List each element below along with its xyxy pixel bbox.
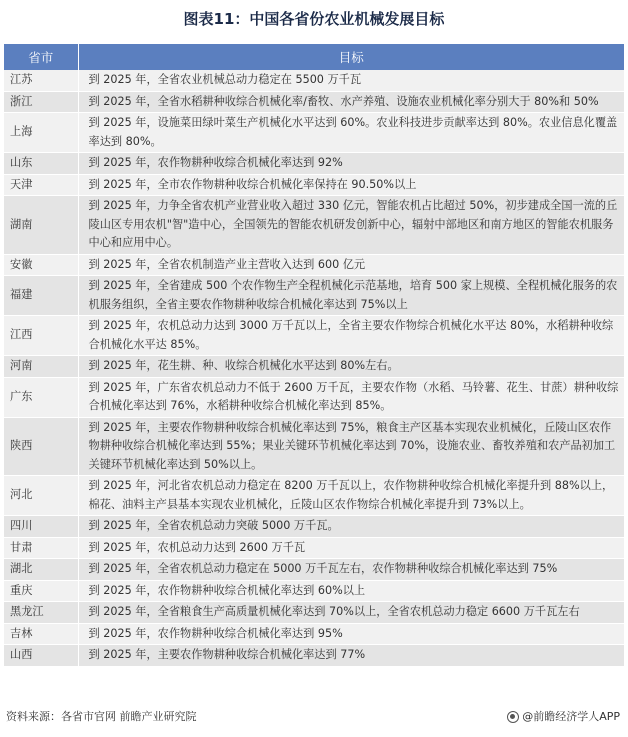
table-row	[4, 623, 624, 645]
goal-cell: 到 2025 年，农作物耕种收综合机械化率达到 92%	[78, 153, 624, 175]
province-cell: 河南	[4, 356, 78, 378]
province-cell: 江苏	[4, 70, 78, 91]
table-row	[4, 602, 624, 624]
province-cell: 安徽	[4, 254, 78, 276]
table-header-row	[4, 44, 624, 70]
footer	[0, 708, 628, 726]
source-note: 资料来源：各省市官网 前瞻产业研究院	[6, 710, 197, 723]
brand-label: @前瞻经济学人APP	[522, 710, 620, 723]
table-row	[4, 91, 624, 113]
table-row	[4, 153, 624, 175]
province-cell: 湖南	[4, 196, 78, 255]
province-cell: 重庆	[4, 580, 78, 602]
table-row	[4, 516, 624, 538]
province-cell: 吉林	[4, 623, 78, 645]
goal-cell: 到 2025 年，全省农机总动力稳定在 5000 万千瓦左右，农作物耕种收综合机械化率达到 75%	[78, 559, 624, 581]
goal-cell: 到 2025 年，全省建成 500 个农作物生产全程机械化示范基地，培育 500 家上规模、全程机械化服务的农机服务组织，全省主要农作物耕种收综合机械化率达到 75%以上	[78, 276, 624, 316]
province-cell: 黑龙江	[4, 602, 78, 624]
brand	[507, 708, 620, 726]
goal-cell: 到 2025 年，设施菜田绿叶菜生产机械化水平达到 60%。农业科技进步贡献率达到 80%。农业信息化覆盖率达到 80%。	[78, 113, 624, 153]
province-cell: 山西	[4, 645, 78, 667]
goal-cell: 到 2025 年，全省农机制造产业主营收入达到 600 亿元	[78, 254, 624, 276]
province-cell: 福建	[4, 276, 78, 316]
goal-cell: 到 2025 年，主要农作物耕种收综合机械化率达到 75%，粮食主产区基本实现农业机械化，丘陵山区农作物耕种收综合机械化率达到 55%；果业关键环节机械化率达到 70%，设施农业、畜牧养殖和农产品初加工关键环节机械化率达到 50%以上。	[78, 417, 624, 476]
table-row	[4, 356, 624, 378]
province-cell: 浙江	[4, 91, 78, 113]
province-cell: 江西	[4, 316, 78, 356]
table-row	[4, 645, 624, 667]
goal-cell: 到 2025 年，主要农作物耕种收综合机械化率达到 77%	[78, 645, 624, 667]
province-cell: 陕西	[4, 417, 78, 476]
goal-cell: 到 2025 年，全省农机总动力突破 5000 万千瓦。	[78, 516, 624, 538]
goal-cell: 到 2025 年，农机总动力达到 3000 万千瓦以上，全省主要农作物综合机械化水平达 80%，水稻耕种收综合机械化水平达 85%。	[78, 316, 624, 356]
table-row	[4, 559, 624, 581]
province-cell: 天津	[4, 174, 78, 196]
table-row	[4, 377, 624, 417]
goals-table	[4, 44, 624, 667]
table-row	[4, 476, 624, 516]
goal-cell: 到 2025 年，力争全省农机产业营业收入超过 330 亿元，智能农机占比超过 50%，初步建成全国一流的丘陵山区专用农机"智"造中心，全国领先的智能农机研发创新中心，辐射中部地区和南方地区的智能农机服务中心和应用中心。	[78, 196, 624, 255]
province-cell: 湖北	[4, 559, 78, 581]
goal-cell: 到 2025 年，农机总动力达到 2600 万千瓦	[78, 537, 624, 559]
goal-cell: 到 2025 年，花生耕、种、收综合机械化水平达到 80%左右。	[78, 356, 624, 378]
province-cell: 广东	[4, 377, 78, 417]
header-goal: 目标	[78, 44, 624, 70]
chart-title: 图表11：中国各省份农业机械发展目标	[183, 10, 445, 28]
goal-cell: 到 2025 年，全省农业机械总动力稳定在 5500 万千瓦	[78, 70, 624, 91]
header-province: 省市	[4, 44, 78, 70]
table-row	[4, 276, 624, 316]
table-body	[4, 70, 624, 666]
table-row	[4, 580, 624, 602]
province-cell: 四川	[4, 516, 78, 538]
table-row	[4, 537, 624, 559]
province-cell: 河北	[4, 476, 78, 516]
table-row	[4, 174, 624, 196]
goal-cell: 到 2025 年，全省水稻耕种收综合机械化率/畜牧、水产养殖、设施农业机械化率分别大于 80%和 50%	[78, 91, 624, 113]
province-cell: 甘肃	[4, 537, 78, 559]
table-row	[4, 316, 624, 356]
goal-cell: 到 2025 年，河北省农机总动力稳定在 8200 万千瓦以上，农作物耕种收综合机械化率提升到 88%以上，棉花、油料主产县基本实现农业机械化，丘陵山区农作物综合机械化率提升到 73%以上。	[78, 476, 624, 516]
province-cell: 上海	[4, 113, 78, 153]
table-row	[4, 113, 624, 153]
goal-cell: 到 2025 年，农作物耕种收综合机械化率达到 60%以上	[78, 580, 624, 602]
goal-cell: 到 2025 年，农作物耕种收综合机械化率达到 95%	[78, 623, 624, 645]
province-cell: 山东	[4, 153, 78, 175]
table-row	[4, 417, 624, 476]
goal-cell: 到 2025 年，全市农作物耕种收综合机械化率保持在 90.50%以上	[78, 174, 624, 196]
table-row	[4, 196, 624, 255]
qianzhan-logo-icon	[507, 711, 519, 723]
goal-cell: 到 2025 年，广东省农机总动力不低于 2600 万千瓦，主要农作物（水稻、马铃薯、花生、甘蔗）耕种收综合机械化率达到 76%，水稻耕种收综合机械化率达到 85%。	[78, 377, 624, 417]
goal-cell: 到 2025 年，全省粮食生产高质量机械化率达到 70%以上，全省农机总动力稳定 6600 万千瓦左右	[78, 602, 624, 624]
table-row	[4, 70, 624, 91]
table-row	[4, 254, 624, 276]
